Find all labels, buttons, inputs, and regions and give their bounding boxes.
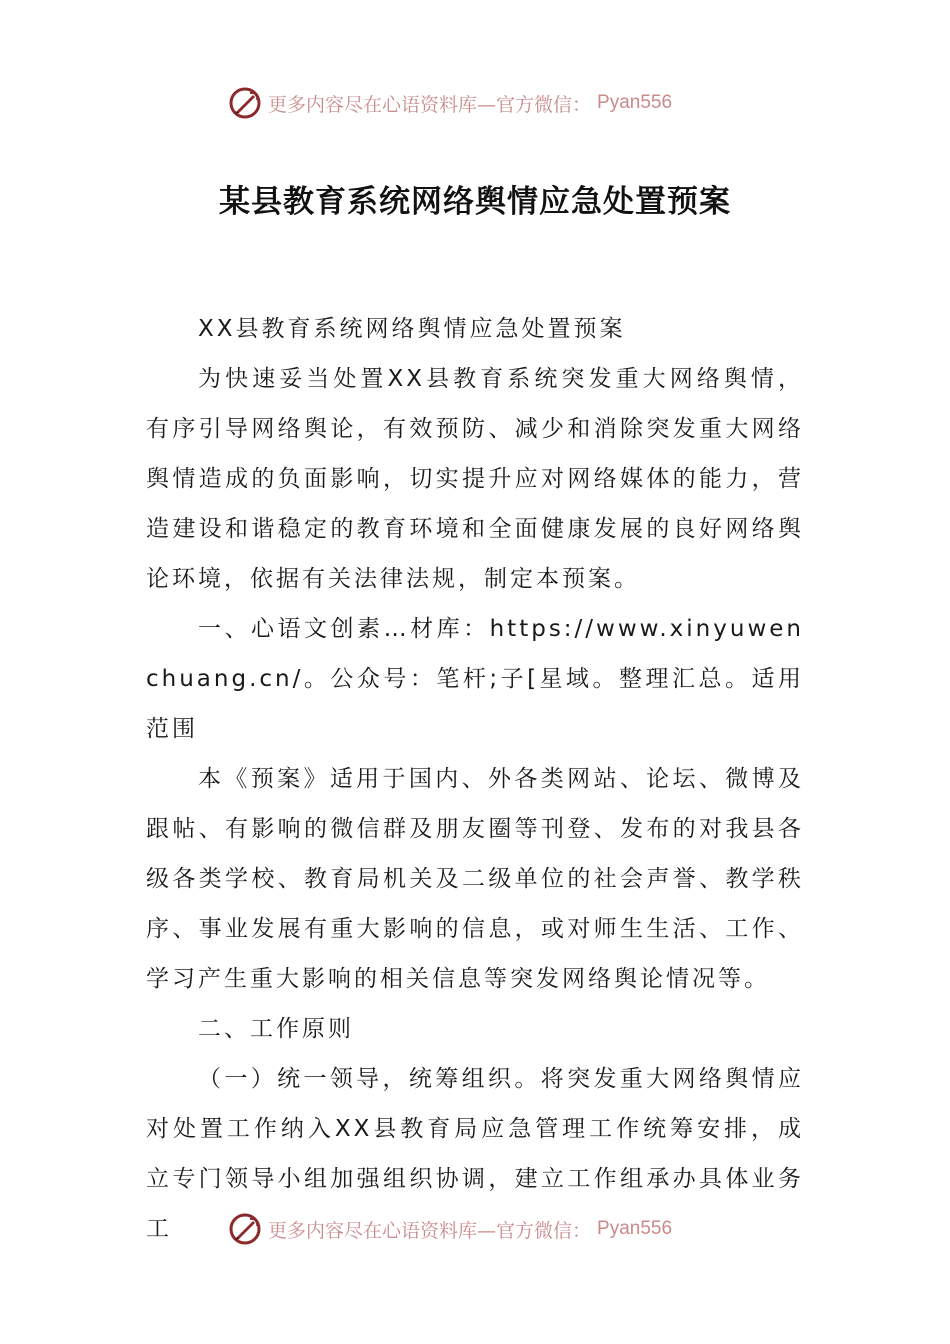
paragraph-principle-1: （一）统一领导，统筹组织。将突发重大网络舆情应对处置工作纳入XX县教育局应急管理工作统筹安排，成立专门领导小组加强组织协调，建立工作组承办具体业务工 <box>146 1066 804 1242</box>
promo-text: 更多内容尽在心语资料库—官方微信： <box>268 93 592 116</box>
section-heading-scope: 一、心语文创素…材库：https://www.xinyuwenchuang.cn/。公众号：笔杆;子[星域。整理汇总。适用范围 <box>146 616 804 742</box>
document-subtitle: XX县教育系统网络舆情应急处置预案 <box>198 316 626 342</box>
document-title: 某县教育系统网络舆情应急处置预案 <box>219 184 731 220</box>
wechat-account: Pyan556 <box>597 1218 673 1239</box>
section-heading-principles: 二、工作原则 <box>198 1016 354 1042</box>
quill-logo-icon <box>228 1212 262 1246</box>
wechat-account: Pyan556 <box>597 92 673 113</box>
footer-watermark-banner <box>228 1212 728 1246</box>
paragraph-scope: 本《预案》适用于国内、外各类网站、论坛、微博及跟帖、有影响的微信群及朋友圈等刊登、发布的对我县各级各类学校、教育局机关及二级单位的社会声誉、教学秩序、事业发展有重大影响的信息，或对师生生活、工作、学习产生重大影响的相关信息等突发网络舆论情况等。 <box>146 766 804 992</box>
header-watermark-banner <box>228 86 728 120</box>
paragraph-purpose: 为快速妥当处置XX县教育系统突发重大网络舆情，有序引导网络舆论，有效预防、减少和消除突发重大网络舆情造成的负面影响，切实提升应对网络媒体的能力，营造建设和谐稳定的教育环境和全面健康发展的良好网络舆论环境，依据有关法律法规，制定本预案。 <box>146 366 804 592</box>
quill-logo-icon <box>228 86 262 120</box>
promo-text: 更多内容尽在心语资料库—官方微信： <box>268 1219 592 1242</box>
document-body <box>146 304 804 1254</box>
